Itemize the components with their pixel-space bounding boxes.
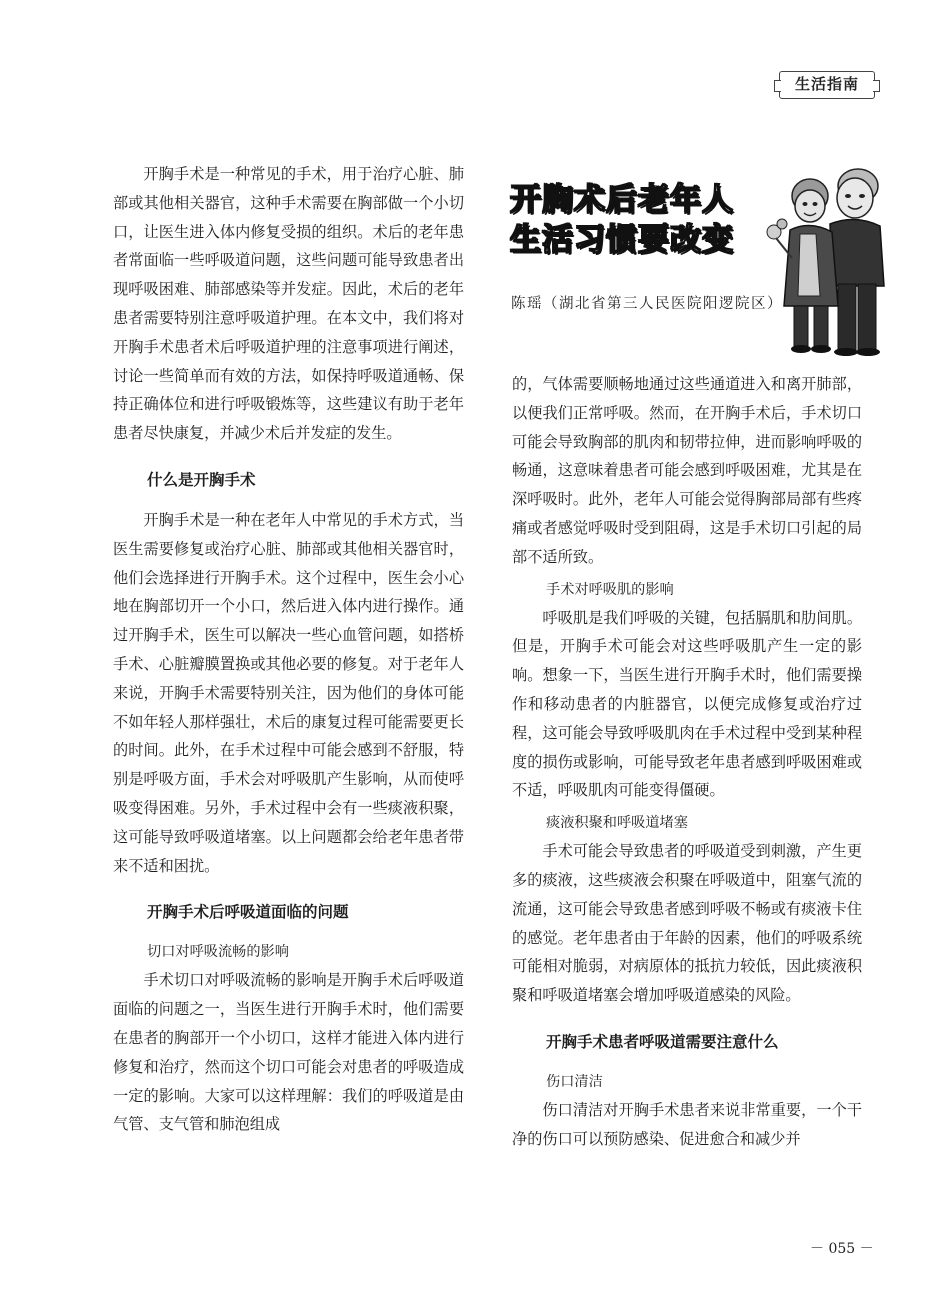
article-title-line-2: 生活习惯要改变 [510,222,734,258]
subheading-respiratory-muscle: 手术对呼吸肌的影响 [546,581,674,598]
subheading-sputum: 痰液积聚和呼吸道堵塞 [546,815,688,832]
thoracotomy-paragraph: 开胸手术是一种在老年人中常见的手术方式，当医生需要修复或治疗心脏、肺部或其他相关器官时，他们会选择进行开胸手术。这个过程中，医生会小心地在胸部切开一个小口，然后进入体内进行操作。通过开胸手术，医生可以解决一些心血管问题，如搭桥手术、心脏瓣膜置换或其他必要的修复。对于老年人来说，开胸手术需要特别关注，因为他们的身体可能不如年轻人那样强壮，术后的康复过程可能需要更长的时间。此外，在手术过程中可能会感到不舒服，特别是呼吸方面，手术会对呼吸肌产生影响，从而使呼吸变得困难。另外，手术过程中会有一些痰液积聚，这可能导致呼吸道堵塞。以上问题都会给老年患者带来不适和困扰。 [113,510,464,875]
airway-continuation-paragraph: 的，气体需要顺畅地通过这些通道进入和离开肺部，以便我们正常呼吸。然而，在开胸手术后，手术切口可能会导致胸部的肌肉和韧带拉伸，进而影响呼吸的畅通，这意味着患者可能会感到呼吸困难，尤其是在深呼吸时。此外，老年人可能会觉得胸部局部有些疼痛或者感觉呼吸时受到阻碍，这是手术切口引起的局部不适所致。 [512,375,862,566]
subheading-wound-cleaning: 伤口清洁 [546,1073,603,1090]
heading-respiratory-problems: 开胸手术后呼吸道面临的问题 [147,903,349,922]
heading-what-is-thoracotomy: 什么是开胸手术 [147,470,256,489]
respiratory-muscle-paragraph: 呼吸肌是我们呼吸的关键，包括膈肌和肋间肌。但是，开胸手术可能会对这些呼吸肌产生一定的影响。想象一下，当医生进行开胸手术时，他们需要操作和移动患者的内脏器官，以便完成修复或治疗过程，这可能会导致呼吸肌肉在手术过程中受到某种程度的损伤或影响，可能导致老年患者感到呼吸困难或不适，呼吸肌肉可能变得僵硬。 [512,608,862,800]
wound-cleaning-paragraph: 伤口清洁对开胸手术患者来说非常重要，一个干净的伤口可以预防感染、促进愈合和减少并 [512,1100,862,1148]
left-column [113,160,464,1139]
article-title [510,180,760,260]
sputum-paragraph: 手术可能会导致患者的呼吸道受到刺激，产生更多的痰液，这些痰液会积聚在呼吸道中，阻塞气流的流通，这可能会导致患者感到呼吸不畅或有痰液卡住的感觉。老年患者由于年龄的因素，他们的呼吸系统可能相对脆弱，对病原体的抵抗力较低，因此痰液积聚和呼吸道堵塞会增加呼吸道感染的风险。 [512,842,862,1005]
article-title-line-1: 开胸术后老年人 [510,182,734,218]
heading-airway-precautions: 开胸手术患者呼吸道需要注意什么 [546,1032,779,1051]
intro-paragraph: 开胸手术是一种常见的手术，用于治疗心脏、肺部或其他相关器官，这种手术需要在胸部做一个小切口，让医生进入体内修复受损的组织。术后的老年患者常面临一些呼吸道问题，这些问题可能导致患者出现呼吸困难、肺部感染等并发症。因此，术后的老年患者需要特别注意呼吸道护理。在本文中，我们将对开胸手术患者术后呼吸道护理的注意事项进行阐述，讨论一些简单而有效的方法，如保持呼吸道通畅、保持正确体位和进行呼吸锻炼等，这些建议有助于老年患者尽快康复，并减少术后并发症的发生。 [113,165,464,443]
incision-paragraph: 手术切口对呼吸流畅的影响是开胸手术后呼吸道面临的问题之一，当医生进行开胸手术时，他们需要在患者的胸部开一个小切口，这样才能进入体内进行修复和治疗，然而这个切口可能会对患者的呼吸造成一定的影响。大家可以这样理解：我们的呼吸道是由气管、支气管和肺泡组成 [113,971,464,1134]
elderly-couple-illustration [760,166,890,356]
page-number: － 055 － [810,1241,874,1257]
subheading-incision-effect: 切口对呼吸流畅的影响 [147,944,289,961]
section-tag [779,71,875,99]
section-tag-label: 生活指南 [794,75,859,93]
author-byline: 陈瑶（湖北省第三人民医院阳逻院区） [511,296,783,312]
right-column [512,370,862,1154]
